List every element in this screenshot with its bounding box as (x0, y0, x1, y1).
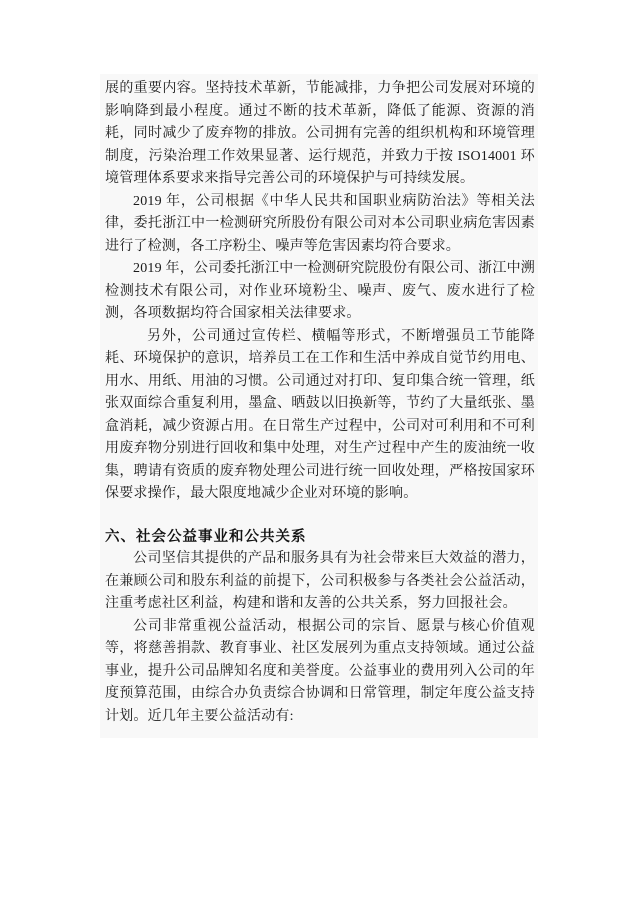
para-public-welfare-activities: 公司非常重视公益活动，根据公司的宗旨、愿景与核心价值观等，将慈善捐款、教育事业、社区发展列为重点支持领域。通过公益事业，提升公司品牌知名度和美誉度。公益事业的费用列入公司的年度预算范围，由综合办负责综合协调和日常管理，制定年度公益支持计划。近几年主要公益活动有: (105, 618, 535, 724)
scanned-text-block (100, 74, 538, 738)
section-heading-social-welfare: 六、社会公益事业和公共关系 (105, 528, 307, 545)
para-energy-saving-measures: 另外，公司通过宣传栏、横幅等形式，不断增强员工节能降耗、环境保护的意识，培养员工在工作和生活中养成自觉节约用电、用水、用纸、用油的习惯。公司通过对打印、复印集合统一管理，纸张双面综合重复利用，墨盒、晒鼓以旧换新等，节约了大量纸张、墨盒消耗，减少资源占用。在日常生产过程中，公司对可利用和不可利用废弃物分别进行回收和集中处理，对生产过程中产生的废油统一收集，聘请有资质的废弃物处理公司进行统一回收处理，严格按国家环保要求操作，最大限度地减少企业对环境的影响。 (105, 328, 535, 501)
para-2019-environment-testing: 2019 年，公司委托浙江中一检测研究院股份有限公司、浙江中溯检测技术有限公司，对作业环境粉尘、噪声、废气、废水进行了检测，各项数据均符合国家相关法律要求。 (105, 261, 535, 321)
para-2019-occupational-disease-testing: 2019 年，公司根据《中华人民共和国职业病防治法》等相关法律，委托浙江中一检测研究所股份有限公司对本公司职业病危害因素进行了检测，各工序粉尘、噪声等危害因素均符合要求。 (105, 193, 535, 254)
para-social-benefit-belief: 公司坚信其提供的产品和服务具有为社会带来巨大效益的潜力，在兼顾公司和股东利益的前提下，公司积极参与各类社会公益活动，注重考虑社区利益，构建和谐和友善的公共关系，努力回报社会。 (105, 551, 535, 611)
para-environment-development: 展的重要内容。坚持技术革新，节能减排，力争把公司发展对环境的影响降到最小程度。通过不断的技术革新，降低了能源、资源的消耗，同时减少了废弃物的排放。公司拥有完善的组织机构和环境管理制度，污染治理工作效果显著、运行规范，并致力于按 ISO14001 环境管理体系要求来指导完善公司的环境保护与可持续发展。 (105, 81, 535, 186)
